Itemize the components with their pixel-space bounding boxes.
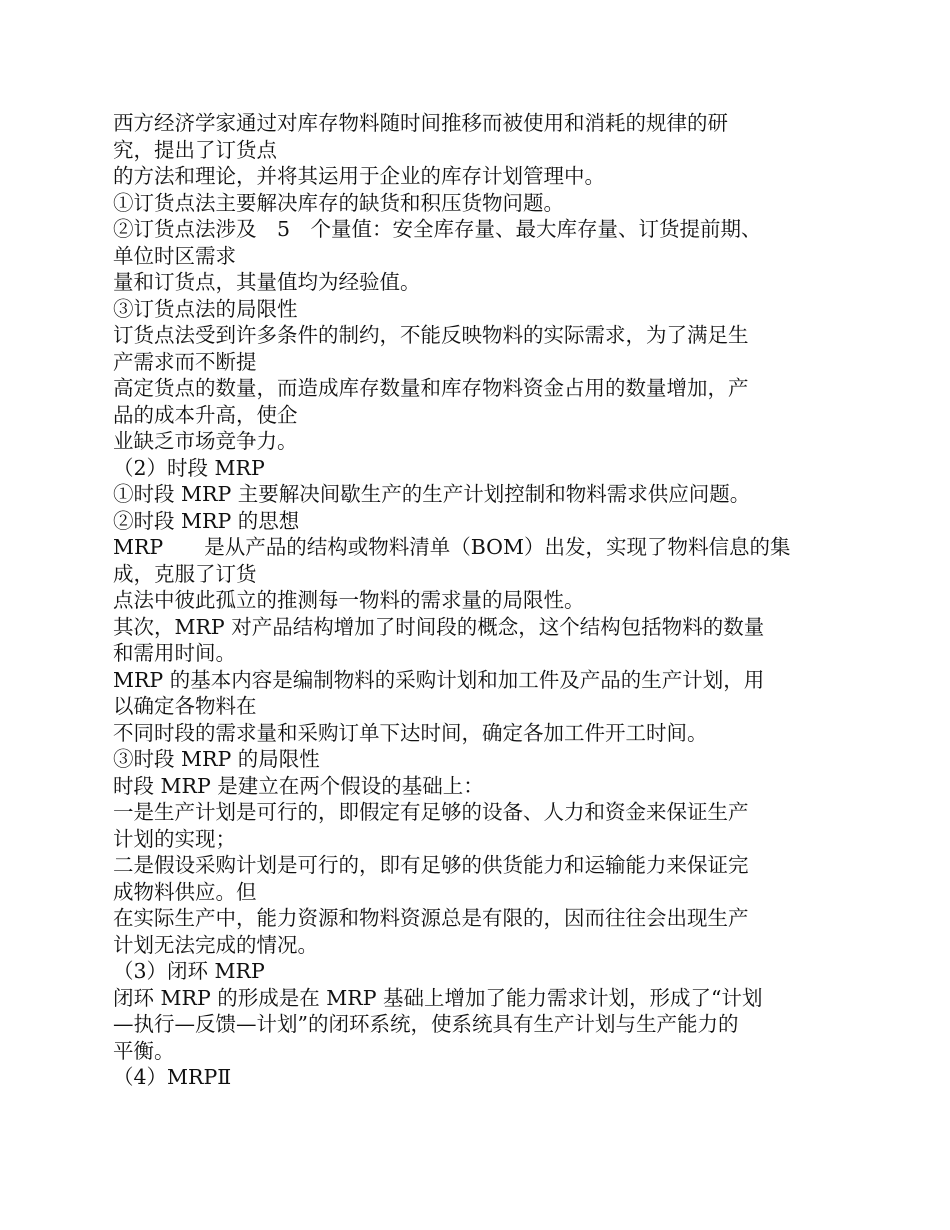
text-line: 以确定各物料在 (113, 694, 257, 718)
text-line: 二是假设采购计划是可行的，即有足够的供货能力和运输能力来保证完 (113, 853, 749, 877)
text-line: 点法中彼此孤立的推测每一物料的需求量的局限性。 (113, 588, 585, 612)
text-line: 的方法和理论，并将其运用于企业的库存计划管理中。 (113, 164, 605, 188)
text-line: 单位时区需求 (113, 243, 236, 268)
text-line: 计划无法完成的情况。 (113, 932, 318, 957)
text-line: 高定货点的数量，而造成库存数量和库存物料资金占用的数量增加，产 (113, 376, 749, 400)
text-line: 成物料供应。但 (113, 879, 257, 904)
section-heading: ②时段 MRP 的思想 (113, 508, 300, 533)
text-line: 品的成本升高，使企 (113, 402, 298, 427)
text-line: 和需用时间。 (113, 641, 236, 665)
section-heading: ③订货点法的局限性 (113, 296, 298, 321)
text-line: 时段 MRP 是建立在两个假设的基础上： (113, 773, 484, 798)
text-line: 平衡。 (113, 1038, 175, 1063)
section-heading: （4）MRPⅡ (113, 1065, 232, 1089)
text-line: 业缺乏市场竞争力。 (113, 429, 298, 453)
text-line: 订货点法受到许多条件的制约，不能反映物料的实际需求，为了满足生 (113, 323, 749, 347)
text-line: 计划的实现； (113, 826, 236, 851)
text-line: 在实际生产中，能力资源和物料资源总是有限的，因而往往会出现生产 (113, 906, 749, 930)
text-line: MRP 的基本内容是编制物料的采购计划和加工件及产品的生产计划，用 (113, 667, 765, 692)
text-line: 究，提出了订货点 (113, 137, 277, 162)
text-line: 不同时段的需求量和采购订单下达时间，确定各加工件开工时间。 (113, 720, 708, 745)
section-heading: （3）闭环 MRP (113, 959, 265, 983)
text-line: —执行—反馈—计划”的闭环系统，使系统具有生产计划与生产能力的 (113, 1012, 739, 1036)
text-line: 量和订货点，其量值均为经验值。 (113, 270, 421, 294)
text-line: 其次，MRP 对产品结构增加了时间段的概念，这个结构包括物料的数量 (113, 614, 765, 639)
text-line: ①时段 MRP 主要解决间歇生产的生产计划控制和物料需求供应问题。 (113, 482, 751, 506)
text-line: ②订货点法涉及 5 个量值：安全库存量、最大库存量、订货提前期、 (113, 217, 762, 241)
text-line: 产需求而不断提 (113, 349, 257, 374)
text-line: MRP 是从产品的结构或物料清单（BOM）出发，实现了物料信息的集 (113, 535, 791, 559)
section-heading: ③时段 MRP 的局限性 (113, 747, 320, 771)
text-line: 闭环 MRP 的形成是在 MRP 基础上增加了能力需求计划，形成了“计划 (113, 985, 763, 1010)
section-heading: （2）时段 MRP (113, 455, 265, 480)
text-line: 一是生产计划是可行的，即假定有足够的设备、人力和资金来保证生产 (113, 800, 749, 824)
text-line: ①订货点法主要解决库存的缺货和积压货物问题。 (113, 190, 564, 215)
document-page (113, 110, 843, 1091)
text-line: 成，克服了订货 (113, 561, 257, 586)
text-line: 西方经济学家通过对库存物料随时间推移而被使用和消耗的规律的研 (113, 111, 728, 135)
